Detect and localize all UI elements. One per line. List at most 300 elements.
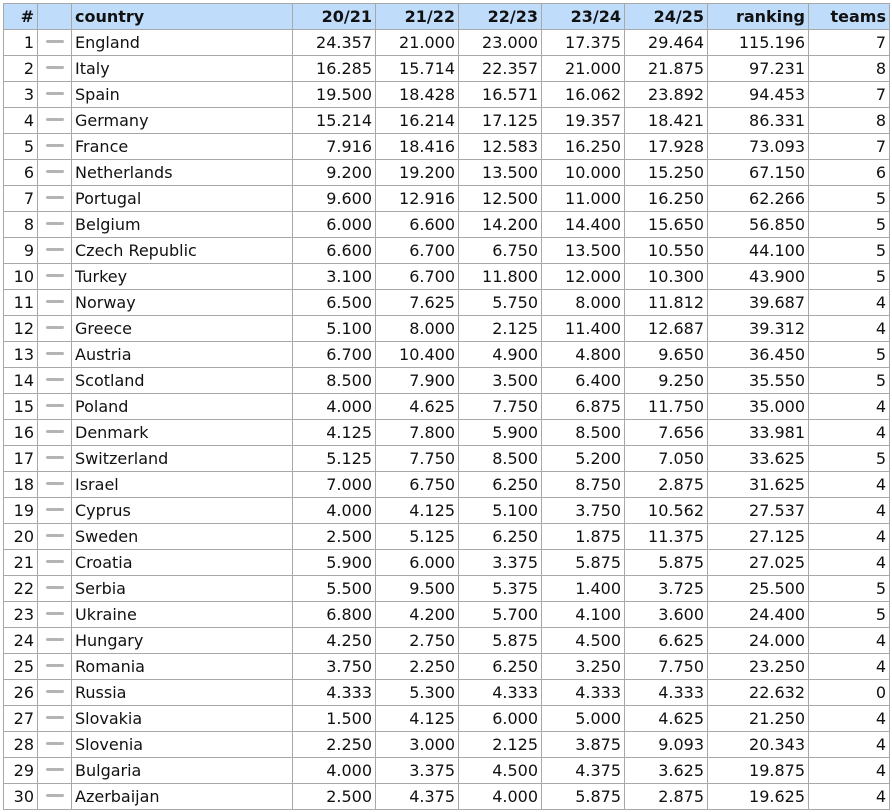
rank-number-cell: 10 xyxy=(4,264,38,290)
season-22-23-cell: 3.500 xyxy=(459,368,542,394)
teams-cell: 5 xyxy=(809,576,890,602)
season-23-24-cell: 4.375 xyxy=(542,758,625,784)
teams-cell: 5 xyxy=(809,212,890,238)
season-22-23-cell: 6.250 xyxy=(459,654,542,680)
season-21-22-cell: 2.250 xyxy=(376,654,459,680)
unchanged-dash-icon xyxy=(46,482,64,485)
table-row xyxy=(4,680,890,706)
country-cell[interactable]: Bulgaria xyxy=(72,758,293,784)
header-country[interactable]: country xyxy=(72,4,293,30)
season-23-24-cell: 5.200 xyxy=(542,446,625,472)
season-20-21-cell: 5.900 xyxy=(293,550,376,576)
rank-number-cell: 7 xyxy=(4,186,38,212)
season-22-23-cell: 17.125 xyxy=(459,108,542,134)
season-23-24-cell: 5.875 xyxy=(542,784,625,810)
teams-cell: 5 xyxy=(809,446,890,472)
country-cell[interactable]: Poland xyxy=(72,394,293,420)
season-21-22-cell: 9.500 xyxy=(376,576,459,602)
table-row xyxy=(4,30,890,56)
ranking-cell: 44.100 xyxy=(708,238,809,264)
country-cell[interactable]: Israel xyxy=(72,472,293,498)
season-24-25-cell: 29.464 xyxy=(625,30,708,56)
season-22-23-cell: 11.800 xyxy=(459,264,542,290)
unchanged-dash-icon xyxy=(46,40,64,43)
table-row xyxy=(4,160,890,186)
season-22-23-cell: 5.100 xyxy=(459,498,542,524)
season-23-24-cell: 8.000 xyxy=(542,290,625,316)
season-21-22-cell: 12.916 xyxy=(376,186,459,212)
season-20-21-cell: 3.750 xyxy=(293,654,376,680)
teams-cell: 0 xyxy=(809,680,890,706)
season-23-24-cell: 1.875 xyxy=(542,524,625,550)
ranking-cell: 31.625 xyxy=(708,472,809,498)
season-21-22-cell: 5.300 xyxy=(376,680,459,706)
country-cell[interactable]: Azerbaijan xyxy=(72,784,293,810)
rank-number-cell: 29 xyxy=(4,758,38,784)
table-row xyxy=(4,576,890,602)
season-24-25-cell: 11.812 xyxy=(625,290,708,316)
ranking-cell: 23.250 xyxy=(708,654,809,680)
season-24-25-cell: 15.650 xyxy=(625,212,708,238)
table-row xyxy=(4,108,890,134)
country-cell[interactable]: Cyprus xyxy=(72,498,293,524)
unchanged-dash-icon xyxy=(46,196,64,199)
season-20-21-cell: 6.800 xyxy=(293,602,376,628)
season-21-22-cell: 2.750 xyxy=(376,628,459,654)
ranking-cell: 33.625 xyxy=(708,446,809,472)
season-23-24-cell: 6.400 xyxy=(542,368,625,394)
rank-number-cell: 8 xyxy=(4,212,38,238)
season-22-23-cell: 5.750 xyxy=(459,290,542,316)
teams-cell: 4 xyxy=(809,758,890,784)
season-24-25-cell: 5.875 xyxy=(625,550,708,576)
season-21-22-cell: 6.600 xyxy=(376,212,459,238)
country-cell[interactable]: Netherlands xyxy=(72,160,293,186)
trend-cell xyxy=(38,186,72,212)
season-24-25-cell: 9.250 xyxy=(625,368,708,394)
teams-cell: 4 xyxy=(809,524,890,550)
teams-cell: 5 xyxy=(809,264,890,290)
season-20-21-cell: 24.357 xyxy=(293,30,376,56)
season-23-24-cell: 8.750 xyxy=(542,472,625,498)
season-23-24-cell: 16.250 xyxy=(542,134,625,160)
ranking-cell: 36.450 xyxy=(708,342,809,368)
ranking-cell: 24.000 xyxy=(708,628,809,654)
season-20-21-cell: 6.600 xyxy=(293,238,376,264)
teams-cell: 8 xyxy=(809,56,890,82)
ranking-cell: 25.500 xyxy=(708,576,809,602)
trend-cell xyxy=(38,290,72,316)
teams-cell: 4 xyxy=(809,784,890,810)
season-22-23-cell: 5.375 xyxy=(459,576,542,602)
trend-cell xyxy=(38,316,72,342)
teams-cell: 4 xyxy=(809,472,890,498)
header-season-23-24[interactable]: 23/24 xyxy=(542,4,625,30)
trend-cell xyxy=(38,628,72,654)
season-24-25-cell: 3.725 xyxy=(625,576,708,602)
country-cell[interactable]: Slovenia xyxy=(72,732,293,758)
teams-cell: 7 xyxy=(809,134,890,160)
season-23-24-cell: 17.375 xyxy=(542,30,625,56)
rank-number-cell: 26 xyxy=(4,680,38,706)
rank-number-cell: 2 xyxy=(4,56,38,82)
season-24-25-cell: 2.875 xyxy=(625,472,708,498)
trend-cell xyxy=(38,342,72,368)
rank-number-cell: 18 xyxy=(4,472,38,498)
season-24-25-cell: 15.250 xyxy=(625,160,708,186)
season-20-21-cell: 5.125 xyxy=(293,446,376,472)
season-24-25-cell: 17.928 xyxy=(625,134,708,160)
unchanged-dash-icon xyxy=(46,170,64,173)
unchanged-dash-icon xyxy=(46,768,64,771)
season-22-23-cell: 12.583 xyxy=(459,134,542,160)
season-23-24-cell: 13.500 xyxy=(542,238,625,264)
table-row xyxy=(4,758,890,784)
season-22-23-cell: 12.500 xyxy=(459,186,542,212)
season-23-24-cell: 8.500 xyxy=(542,420,625,446)
table-row xyxy=(4,368,890,394)
season-20-21-cell: 16.285 xyxy=(293,56,376,82)
rank-number-cell: 28 xyxy=(4,732,38,758)
trend-cell xyxy=(38,732,72,758)
unchanged-dash-icon xyxy=(46,534,64,537)
season-22-23-cell: 5.875 xyxy=(459,628,542,654)
unchanged-dash-icon xyxy=(46,222,64,225)
header-season-20-21[interactable]: 20/21 xyxy=(293,4,376,30)
unchanged-dash-icon xyxy=(46,612,64,615)
season-24-25-cell: 3.625 xyxy=(625,758,708,784)
teams-cell: 5 xyxy=(809,368,890,394)
unchanged-dash-icon xyxy=(46,404,64,407)
season-20-21-cell: 4.125 xyxy=(293,420,376,446)
season-20-21-cell: 5.500 xyxy=(293,576,376,602)
table-row xyxy=(4,706,890,732)
rank-number-cell: 4 xyxy=(4,108,38,134)
season-21-22-cell: 6.700 xyxy=(376,264,459,290)
teams-cell: 4 xyxy=(809,550,890,576)
unchanged-dash-icon xyxy=(46,378,64,381)
unchanged-dash-icon xyxy=(46,664,64,667)
season-22-23-cell: 6.750 xyxy=(459,238,542,264)
trend-cell xyxy=(38,30,72,56)
season-20-21-cell: 4.333 xyxy=(293,680,376,706)
season-21-22-cell: 16.214 xyxy=(376,108,459,134)
country-cell[interactable]: Spain xyxy=(72,82,293,108)
rank-number-cell: 9 xyxy=(4,238,38,264)
season-23-24-cell: 4.800 xyxy=(542,342,625,368)
season-21-22-cell: 6.750 xyxy=(376,472,459,498)
season-22-23-cell: 8.500 xyxy=(459,446,542,472)
header-row xyxy=(4,4,890,30)
ranking-cell: 86.331 xyxy=(708,108,809,134)
table-row xyxy=(4,472,890,498)
table-row xyxy=(4,602,890,628)
season-22-23-cell: 6.000 xyxy=(459,706,542,732)
trend-cell xyxy=(38,108,72,134)
season-23-24-cell: 4.333 xyxy=(542,680,625,706)
season-23-24-cell: 10.000 xyxy=(542,160,625,186)
header-teams[interactable]: teams xyxy=(809,4,890,30)
season-23-24-cell: 11.400 xyxy=(542,316,625,342)
season-22-23-cell: 6.250 xyxy=(459,524,542,550)
season-23-24-cell: 6.875 xyxy=(542,394,625,420)
country-cell[interactable]: Slovakia xyxy=(72,706,293,732)
season-21-22-cell: 19.200 xyxy=(376,160,459,186)
ranking-cell: 94.453 xyxy=(708,82,809,108)
trend-cell xyxy=(38,82,72,108)
header-season-24-25[interactable]: 24/25 xyxy=(625,4,708,30)
season-21-22-cell: 4.625 xyxy=(376,394,459,420)
unchanged-dash-icon xyxy=(46,430,64,433)
season-24-25-cell: 9.093 xyxy=(625,732,708,758)
season-23-24-cell: 1.400 xyxy=(542,576,625,602)
unchanged-dash-icon xyxy=(46,690,64,693)
season-22-23-cell: 5.900 xyxy=(459,420,542,446)
country-cell[interactable]: Denmark xyxy=(72,420,293,446)
country-cell[interactable]: Romania xyxy=(72,654,293,680)
season-21-22-cell: 4.125 xyxy=(376,498,459,524)
season-21-22-cell: 21.000 xyxy=(376,30,459,56)
season-21-22-cell: 4.200 xyxy=(376,602,459,628)
trend-cell xyxy=(38,368,72,394)
season-20-21-cell: 6.700 xyxy=(293,342,376,368)
country-cell[interactable]: Sweden xyxy=(72,524,293,550)
ranking-cell: 115.196 xyxy=(708,30,809,56)
rank-number-cell: 30 xyxy=(4,784,38,810)
season-21-22-cell: 5.125 xyxy=(376,524,459,550)
header-season-22-23[interactable]: 22/23 xyxy=(459,4,542,30)
country-cell[interactable]: France xyxy=(72,134,293,160)
trend-cell xyxy=(38,56,72,82)
table-row xyxy=(4,550,890,576)
table-row xyxy=(4,342,890,368)
season-24-25-cell: 10.300 xyxy=(625,264,708,290)
unchanged-dash-icon xyxy=(46,300,64,303)
unchanged-dash-icon xyxy=(46,248,64,251)
season-23-24-cell: 16.062 xyxy=(542,82,625,108)
season-24-25-cell: 6.625 xyxy=(625,628,708,654)
unchanged-dash-icon xyxy=(46,794,64,797)
country-cell[interactable]: Belgium xyxy=(72,212,293,238)
season-20-21-cell: 4.250 xyxy=(293,628,376,654)
season-21-22-cell: 6.000 xyxy=(376,550,459,576)
trend-cell xyxy=(38,134,72,160)
season-24-25-cell: 10.562 xyxy=(625,498,708,524)
rank-number-cell: 21 xyxy=(4,550,38,576)
rank-number-cell: 24 xyxy=(4,628,38,654)
ranking-cell: 35.000 xyxy=(708,394,809,420)
season-22-23-cell: 2.125 xyxy=(459,732,542,758)
trend-cell xyxy=(38,446,72,472)
country-cell[interactable]: Portugal xyxy=(72,186,293,212)
country-cell[interactable]: Serbia xyxy=(72,576,293,602)
header-season-21-22[interactable]: 21/22 xyxy=(376,4,459,30)
trend-cell xyxy=(38,238,72,264)
rank-number-cell: 13 xyxy=(4,342,38,368)
season-22-23-cell: 6.250 xyxy=(459,472,542,498)
unchanged-dash-icon xyxy=(46,508,64,511)
unchanged-dash-icon xyxy=(46,66,64,69)
season-22-23-cell: 22.357 xyxy=(459,56,542,82)
season-24-25-cell: 12.687 xyxy=(625,316,708,342)
season-22-23-cell: 4.900 xyxy=(459,342,542,368)
ranking-cell: 39.312 xyxy=(708,316,809,342)
teams-cell: 5 xyxy=(809,186,890,212)
season-24-25-cell: 18.421 xyxy=(625,108,708,134)
season-21-22-cell: 18.428 xyxy=(376,82,459,108)
country-cell[interactable]: Switzerland xyxy=(72,446,293,472)
trend-cell xyxy=(38,706,72,732)
teams-cell: 4 xyxy=(809,316,890,342)
season-20-21-cell: 15.214 xyxy=(293,108,376,134)
table-row xyxy=(4,394,890,420)
country-cell[interactable]: Austria xyxy=(72,342,293,368)
season-24-25-cell: 2.875 xyxy=(625,784,708,810)
country-ranking-table xyxy=(3,3,890,810)
season-24-25-cell: 7.750 xyxy=(625,654,708,680)
season-21-22-cell: 3.000 xyxy=(376,732,459,758)
season-24-25-cell: 3.600 xyxy=(625,602,708,628)
rank-number-cell: 20 xyxy=(4,524,38,550)
rank-number-cell: 14 xyxy=(4,368,38,394)
teams-cell: 4 xyxy=(809,654,890,680)
rank-number-cell: 23 xyxy=(4,602,38,628)
ranking-cell: 56.850 xyxy=(708,212,809,238)
season-23-24-cell: 21.000 xyxy=(542,56,625,82)
teams-cell: 4 xyxy=(809,420,890,446)
rank-number-cell: 17 xyxy=(4,446,38,472)
season-24-25-cell: 4.625 xyxy=(625,706,708,732)
unchanged-dash-icon xyxy=(46,274,64,277)
teams-cell: 5 xyxy=(809,602,890,628)
season-21-22-cell: 8.000 xyxy=(376,316,459,342)
table-row xyxy=(4,420,890,446)
teams-cell: 7 xyxy=(809,30,890,56)
table-row xyxy=(4,498,890,524)
rank-number-cell: 27 xyxy=(4,706,38,732)
table-row xyxy=(4,784,890,810)
header-ranking[interactable]: ranking xyxy=(708,4,809,30)
trend-cell xyxy=(38,550,72,576)
teams-cell: 6 xyxy=(809,160,890,186)
season-23-24-cell: 5.000 xyxy=(542,706,625,732)
season-23-24-cell: 12.000 xyxy=(542,264,625,290)
ranking-cell: 27.125 xyxy=(708,524,809,550)
season-23-24-cell: 11.000 xyxy=(542,186,625,212)
season-22-23-cell: 4.333 xyxy=(459,680,542,706)
header-rank-number[interactable]: # xyxy=(4,4,38,30)
season-23-24-cell: 4.100 xyxy=(542,602,625,628)
country-cell[interactable]: Czech Republic xyxy=(72,238,293,264)
trend-cell xyxy=(38,212,72,238)
rank-number-cell: 5 xyxy=(4,134,38,160)
trend-cell xyxy=(38,160,72,186)
ranking-cell: 97.231 xyxy=(708,56,809,82)
unchanged-dash-icon xyxy=(46,92,64,95)
season-24-25-cell: 9.650 xyxy=(625,342,708,368)
country-cell[interactable]: Ukraine xyxy=(72,602,293,628)
season-22-23-cell: 5.700 xyxy=(459,602,542,628)
trend-cell xyxy=(38,576,72,602)
trend-cell xyxy=(38,758,72,784)
country-cell[interactable]: Greece xyxy=(72,316,293,342)
trend-cell xyxy=(38,524,72,550)
season-24-25-cell: 4.333 xyxy=(625,680,708,706)
season-21-22-cell: 7.625 xyxy=(376,290,459,316)
season-23-24-cell: 3.250 xyxy=(542,654,625,680)
unchanged-dash-icon xyxy=(46,326,64,329)
ranking-cell: 67.150 xyxy=(708,160,809,186)
ranking-cell: 39.687 xyxy=(708,290,809,316)
season-21-22-cell: 10.400 xyxy=(376,342,459,368)
unchanged-dash-icon xyxy=(46,118,64,121)
season-24-25-cell: 16.250 xyxy=(625,186,708,212)
season-22-23-cell: 14.200 xyxy=(459,212,542,238)
season-21-22-cell: 4.375 xyxy=(376,784,459,810)
season-21-22-cell: 6.700 xyxy=(376,238,459,264)
season-22-23-cell: 23.000 xyxy=(459,30,542,56)
unchanged-dash-icon xyxy=(46,456,64,459)
teams-cell: 4 xyxy=(809,732,890,758)
season-21-22-cell: 4.125 xyxy=(376,706,459,732)
rank-number-cell: 22 xyxy=(4,576,38,602)
country-cell[interactable]: Italy xyxy=(72,56,293,82)
season-20-21-cell: 4.000 xyxy=(293,498,376,524)
season-21-22-cell: 7.750 xyxy=(376,446,459,472)
season-24-25-cell: 23.892 xyxy=(625,82,708,108)
table-row xyxy=(4,316,890,342)
season-21-22-cell: 7.900 xyxy=(376,368,459,394)
rank-number-cell: 1 xyxy=(4,30,38,56)
teams-cell: 5 xyxy=(809,342,890,368)
country-cell[interactable]: Germany xyxy=(72,108,293,134)
season-22-23-cell: 7.750 xyxy=(459,394,542,420)
teams-cell: 4 xyxy=(809,394,890,420)
country-cell[interactable]: Hungary xyxy=(72,628,293,654)
ranking-cell: 43.900 xyxy=(708,264,809,290)
trend-cell xyxy=(38,784,72,810)
table-row xyxy=(4,264,890,290)
season-22-23-cell: 16.571 xyxy=(459,82,542,108)
table-row xyxy=(4,446,890,472)
season-20-21-cell: 19.500 xyxy=(293,82,376,108)
country-cell[interactable]: Russia xyxy=(72,680,293,706)
season-20-21-cell: 3.100 xyxy=(293,264,376,290)
season-20-21-cell: 2.250 xyxy=(293,732,376,758)
header-trend xyxy=(38,4,72,30)
teams-cell: 4 xyxy=(809,290,890,316)
teams-cell: 5 xyxy=(809,238,890,264)
country-cell[interactable]: Norway xyxy=(72,290,293,316)
season-23-24-cell: 3.875 xyxy=(542,732,625,758)
country-cell[interactable]: Croatia xyxy=(72,550,293,576)
unchanged-dash-icon xyxy=(46,586,64,589)
trend-cell xyxy=(38,680,72,706)
season-24-25-cell: 11.750 xyxy=(625,394,708,420)
table-row xyxy=(4,654,890,680)
country-cell[interactable]: Scotland xyxy=(72,368,293,394)
season-20-21-cell: 7.000 xyxy=(293,472,376,498)
teams-cell: 8 xyxy=(809,108,890,134)
country-cell[interactable]: Turkey xyxy=(72,264,293,290)
season-20-21-cell: 6.000 xyxy=(293,212,376,238)
country-cell[interactable]: England xyxy=(72,30,293,56)
unchanged-dash-icon xyxy=(46,560,64,563)
season-21-22-cell: 7.800 xyxy=(376,420,459,446)
season-22-23-cell: 13.500 xyxy=(459,160,542,186)
season-20-21-cell: 2.500 xyxy=(293,784,376,810)
table-row xyxy=(4,186,890,212)
